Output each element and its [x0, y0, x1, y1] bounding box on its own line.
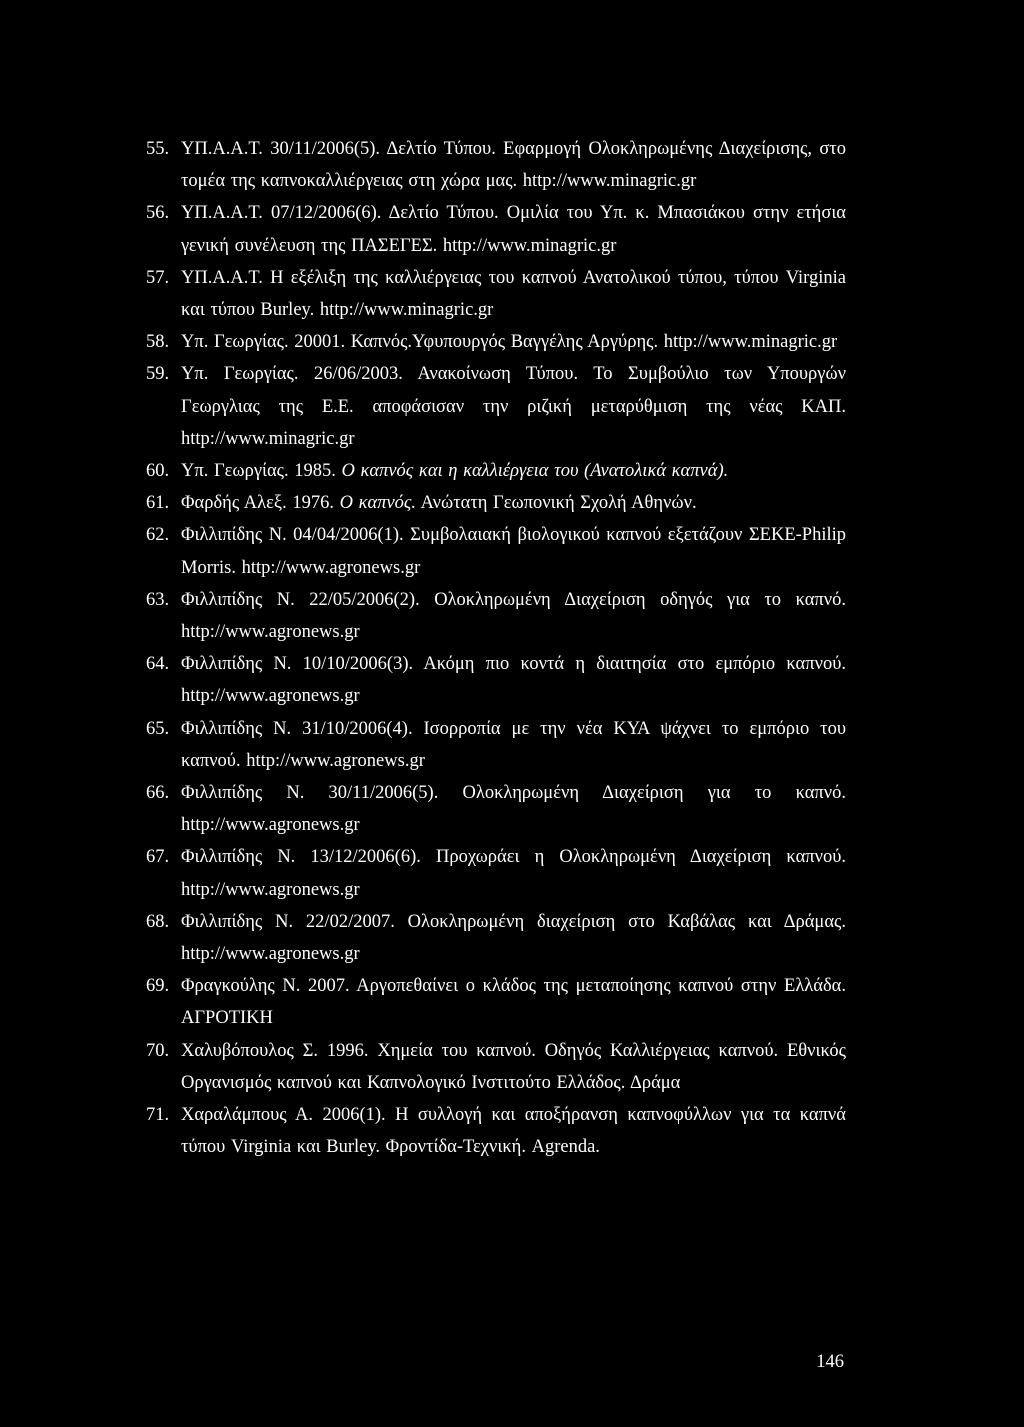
references-list — [146, 133, 846, 1164]
reference-text-segment: Φιλλιπίδης Ν. 31/10/2006(4). Ισορροπία με την νέα ΚΥΑ ψάχνει το εμπόριο του καπνού. http://www.agronews.gr — [181, 718, 846, 771]
reference-text-segment: Φραγκούλης Ν. 2007. Αργοπεθαίνει ο κλάδος της μεταποίησης καπνού στην Ελλάδα. ΑΓΡΟΤΙΚΗ — [181, 976, 846, 1029]
reference-text-segment: Ανώτατη Γεωπονική Σχολή Αθηνών. — [416, 493, 697, 514]
reference-text-segment: ΥΠ.Α.Α.Τ. 30/11/2006(5). Δελτίο Τύπου. Εφαρμογή Ολοκληρωμένης Διαχείρισης, στο τομέα της καπνοκαλλιέργειας στη χώρα μας. http://www.minagric.gr — [181, 139, 846, 192]
reference-entry — [146, 326, 846, 358]
reference-title-italic: Ο καπνός. — [339, 493, 417, 514]
reference-text — [181, 713, 846, 777]
reference-text-segment: Υπ. Γεωργίας. 20001. Καπνός.Υφυπουργός Βαγγέλης Αργύρης. http://www.minagric.gr — [181, 332, 838, 353]
reference-entry — [146, 841, 846, 905]
reference-text — [181, 326, 846, 358]
reference-text — [181, 584, 846, 648]
reference-text-segment: Φιλλιπίδης Ν. 10/10/2006(3). Ακόμη πιο κοντά η διαιτησία στο εμπόριο καπνού. http://www.agronews.gr — [181, 654, 846, 707]
reference-text — [181, 970, 846, 1034]
reference-text — [181, 777, 846, 841]
reference-number: 62. — [146, 525, 170, 546]
reference-number: 64. — [146, 654, 170, 675]
reference-text — [181, 906, 846, 970]
reference-entry — [146, 1099, 846, 1163]
reference-number: 65. — [146, 718, 170, 739]
reference-number: 69. — [146, 976, 170, 997]
reference-number: 60. — [146, 461, 170, 482]
reference-text-segment: Φιλλιπίδης Ν. 22/02/2007. Ολοκληρωμένη διαχείριση στο Καβάλας και Δράμας. http://www.agronews.gr — [181, 911, 846, 965]
reference-number: 63. — [146, 589, 170, 610]
reference-text — [181, 455, 846, 487]
reference-text — [181, 358, 846, 455]
reference-entry — [146, 262, 846, 326]
reference-entry — [146, 358, 846, 455]
reference-entry — [146, 648, 846, 712]
reference-entry — [146, 487, 846, 519]
reference-text-segment: ΥΠ.Α.Α.Τ. Η εξέλιξη της καλλιέργειας του καπνού Ανατολικού τύπου, τύπου Virginia και τύπου Burley. http://www.minagric.gr — [181, 267, 846, 321]
reference-number: 56. — [146, 203, 170, 224]
reference-entry — [146, 455, 846, 487]
reference-text-segment: Φαρδής Αλεξ. 1976. — [181, 493, 340, 514]
reference-number: 70. — [146, 1040, 170, 1061]
reference-text-segment: Υπ. Γεωργίας. 1985. — [181, 461, 342, 482]
reference-text — [181, 648, 846, 712]
reference-number: 58. — [146, 332, 170, 353]
reference-title-italic: Ο καπνός και η καλλιέργεια του (Ανατολικά καπνά). — [341, 461, 729, 482]
reference-text-segment: Φιλλιπίδης Ν. 30/11/2006(5). Ολοκληρωμένη Διαχείριση για το καπνό. http://www.agronews.gr — [181, 783, 846, 836]
reference-entry — [146, 970, 846, 1034]
reference-text — [181, 262, 846, 326]
reference-number: 61. — [146, 493, 170, 514]
reference-text — [181, 1035, 846, 1099]
reference-text-segment: ΥΠ.Α.Α.Τ. 07/12/2006(6). Δελτίο Τύπου. Ομιλία του Υπ. κ. Μπασιάκου στην ετήσια γενική συνέλευση της ΠΑΣΕΓΕΣ. http://www.minagric.gr — [181, 203, 846, 256]
page-number: 146 — [816, 1352, 844, 1372]
reference-entry — [146, 519, 846, 583]
reference-number: 55. — [146, 139, 170, 159]
reference-number: 66. — [146, 783, 170, 804]
reference-text — [181, 841, 846, 905]
reference-text-segment: Χαλυβόπουλος Σ. 1996. Χημεία του καπνού. Οδηγός Καλλιέργειας καπνού. Εθνικός Οργανισμός καπνού και Καπνολογικό Ινστιτούτο Ελλάδος. Δράμα — [181, 1040, 846, 1093]
reference-entry — [146, 133, 846, 197]
reference-text-segment: Φιλλιπίδης Ν. 22/05/2006(2). Ολοκληρωμένη Διαχείριση οδηγός για το καπνό. http://www.agronews.gr — [181, 589, 846, 643]
reference-number: 67. — [146, 847, 170, 868]
reference-entry — [146, 197, 846, 261]
reference-number: 71. — [146, 1105, 170, 1126]
reference-text — [181, 197, 846, 261]
reference-number: 59. — [146, 364, 170, 385]
reference-text — [181, 487, 846, 519]
reference-text-segment: Φιλλιπίδης Ν. 13/12/2006(6). Προχωράει η Ολοκληρωμένη Διαχείριση καπνού. http://www.agronews.gr — [181, 847, 846, 900]
reference-text — [181, 519, 846, 583]
reference-entry — [146, 584, 846, 648]
reference-text-segment: Χαραλάμπους Α. 2006(1). Η συλλογή και αποξήρανση καπνοφύλλων για τα καπνά τύπου Virginia και Burley. Φροντίδα-Τεχνική. Agrenda. — [181, 1105, 846, 1158]
reference-entry — [146, 906, 846, 970]
reference-number: 68. — [146, 911, 170, 932]
reference-text — [181, 133, 846, 197]
reference-number: 57. — [146, 267, 170, 288]
reference-entry — [146, 1035, 846, 1099]
reference-text-segment: Υπ. Γεωργίας. 26/06/2003. Ανακοίνωση Τύπου. Το Συμβούλιο των Υπουργών Γεωργλιας της Ε.Ε. αποφάσισαν την ριζική μεταρύθμιση της νέας ΚΑΠ. http://www.minagric.gr — [181, 364, 846, 449]
reference-entry — [146, 713, 846, 777]
reference-text-segment: Φιλλιπίδης Ν. 04/04/2006(1). Συμβολαιακή βιολογικού καπνού εξετάζουν ΣΕΚΕ-Philip Morris. http://www.agronews.gr — [181, 525, 846, 578]
reference-entry — [146, 777, 846, 841]
reference-text — [181, 1099, 846, 1163]
